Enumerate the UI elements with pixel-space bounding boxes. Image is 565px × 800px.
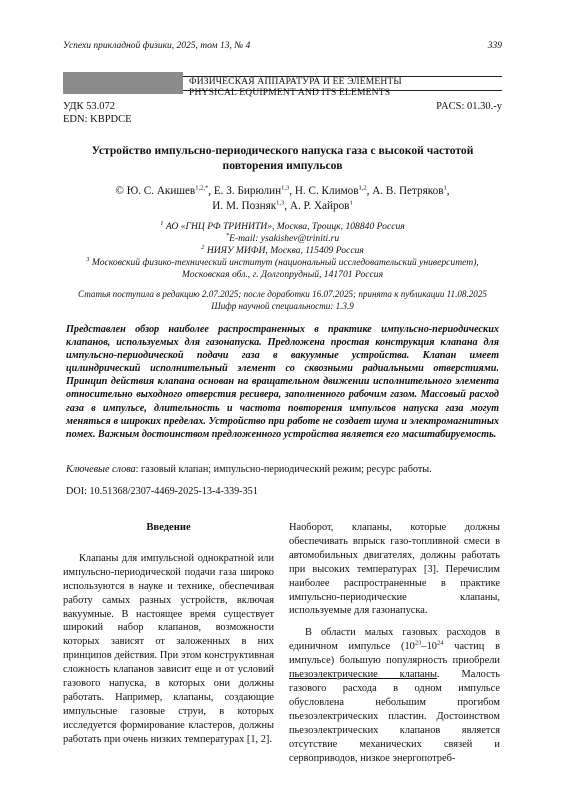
paragraph: В области малых газовых расходов в единичном импульсе ($10^{23}-10^{24}$ частиц в импульсе) большую популярность приобрели пьезоэлектрические клапаны. Малость газового расхода в одном импульсе обусловлена небольшим прогибом пьезоэлектрических пластин. Достоинством пьезоэлектрических клапанов является отсутствие механических связей и сервоприводов, низкое энергопотреб- (289, 627, 500, 764)
author-list: © Ю. С. Акишев$^{1,2,*}$, Е. З. Бирюлин$^{1,3}$, Н. С. Климов$^{1,2}$, А. В. Петряков$^1$, И. М. Позняк$^{1,3}$, А. Р. Хайров$^1$ (115, 184, 450, 212)
article-title: Устройство импульсно-периодического напуска газа с высокой частотой повторения импульсов (91, 144, 474, 172)
keywords (66, 463, 499, 476)
affiliation-1: $^1$ АО «ГНЦ РФ ТРИНИТИ», Москва, Троицк, 108840 Россия (160, 219, 405, 232)
column-right (289, 521, 500, 765)
affiliation-email: *E-mail: ysakishev@triniti.ru (225, 231, 340, 244)
affiliation-3: $^3$ Московский физико-технический институт (национальный исследовательский университет), (86, 255, 479, 268)
underlined-term: пьезоэлектрические клапаны (289, 669, 438, 681)
author: А. Р. Хайров$^1$ (289, 199, 353, 212)
section-bar-decoration (63, 72, 183, 94)
author: Е. З. Бирюлин$^{1,3}$ (213, 184, 290, 197)
author: И. М. Позняк$^{1,3}$ (212, 199, 285, 212)
abstract: Представлен обзор наиболее распространенных в практике импульсно-периодических клапанов, используемых для газонапуска. Предложена простая конструкция клапана для импульсно-периодической подачи газа в вакуумные устройства. Клапан имеет цилиндрический исполнительный элемент со сквозными радиальными отверстиями. Принцип действия клапана основан на вращательном движении исполнительного элемента относительно выходного отверстия ресивера, заполненного рабочим газом. Массовый расход газа в импульсе, длительность и частота повторения импульсов напуска газа могут меняться в широких пределах. Устройство при работе не создает шума и электромагнитных помех. Важным достоинством предложенного устройства является его масштабируемость. (66, 324, 499, 440)
section-banner (63, 72, 502, 100)
pacs-code: PACS: 01.30.-y (436, 101, 502, 112)
column-left (63, 521, 274, 747)
specialty-code: Шифр научной специальности: 1.3.9 (211, 301, 354, 311)
udk-code: УДК 53.072 (63, 101, 116, 112)
edn-code: EDN: KBPDCE (63, 114, 132, 125)
copyright-sign: © (115, 185, 124, 197)
author: Н. С. Климов$^{1,2}$ (294, 184, 367, 197)
affiliation-2: $^2$ НИЯУ МИФИ, Москва, 115409 Россия (201, 243, 364, 256)
keywords-text: : газовый клапан; импульсно-периодический режим; ресурс работы. (135, 464, 432, 475)
doi: DOI: 10.51368/2307-4469-2025-13-4-339-351 (66, 486, 258, 497)
dates-received: Статья поступила в редакцию 2.07.2025; после доработки 16.07.2025; принята к публикации 11.08.2025 (78, 289, 487, 299)
section-heading-introduction: Введение (146, 522, 191, 533)
running-header (63, 41, 502, 55)
journal-citation: Успехи прикладной физики, 2025, том 13, № 4 (63, 41, 251, 51)
paragraph: Наоборот, клапаны, которые должны обеспечивать впрыск газо-топливной смеси в автомобильных двигателях, должны работать при высоких температурах [3]. Перечислим наиболее распространенные в практике импульсно-периодические клапаны, используемые для газонапуска. (289, 522, 500, 617)
page-number: 339 (487, 41, 502, 51)
keywords-label: Ключевые слова (66, 464, 136, 475)
article-dates (63, 288, 502, 312)
section-title-en: PHYSICAL EQUIPMENT AND ITS ELEMENTS (189, 88, 391, 98)
author: А. В. Петряков$^1$ (372, 184, 447, 197)
paragraph: Клапаны для импульсной однократной или импульсно-периодической подачи газа широко используются в науке и технике, обеспечивая работу самых разных устройств, включая вакуумные. В настоящее время существует широкий набор клапанов, возможности которых зависят от заложенных в них принципов действия. При этом конструктивная сложность клапанов зависит еще и от условий газового напуска, в которых они должны работать. Например, клапаны, создающие импульсные газовые струи, в которых исследуется формирование кластеров, должны работать при очень низких температурах [1, 2]. (63, 552, 274, 745)
author: Ю. С. Акишев$^{1,2,*}$ (126, 184, 209, 197)
section-title-ru: ФИЗИЧЕСКАЯ АППАРАТУРА И ЕЁ ЭЛЕМЕНТЫ (189, 77, 402, 87)
affiliation-3-cont: Московская обл., г. Долгопрудный, 141701 Россия (181, 269, 384, 280)
